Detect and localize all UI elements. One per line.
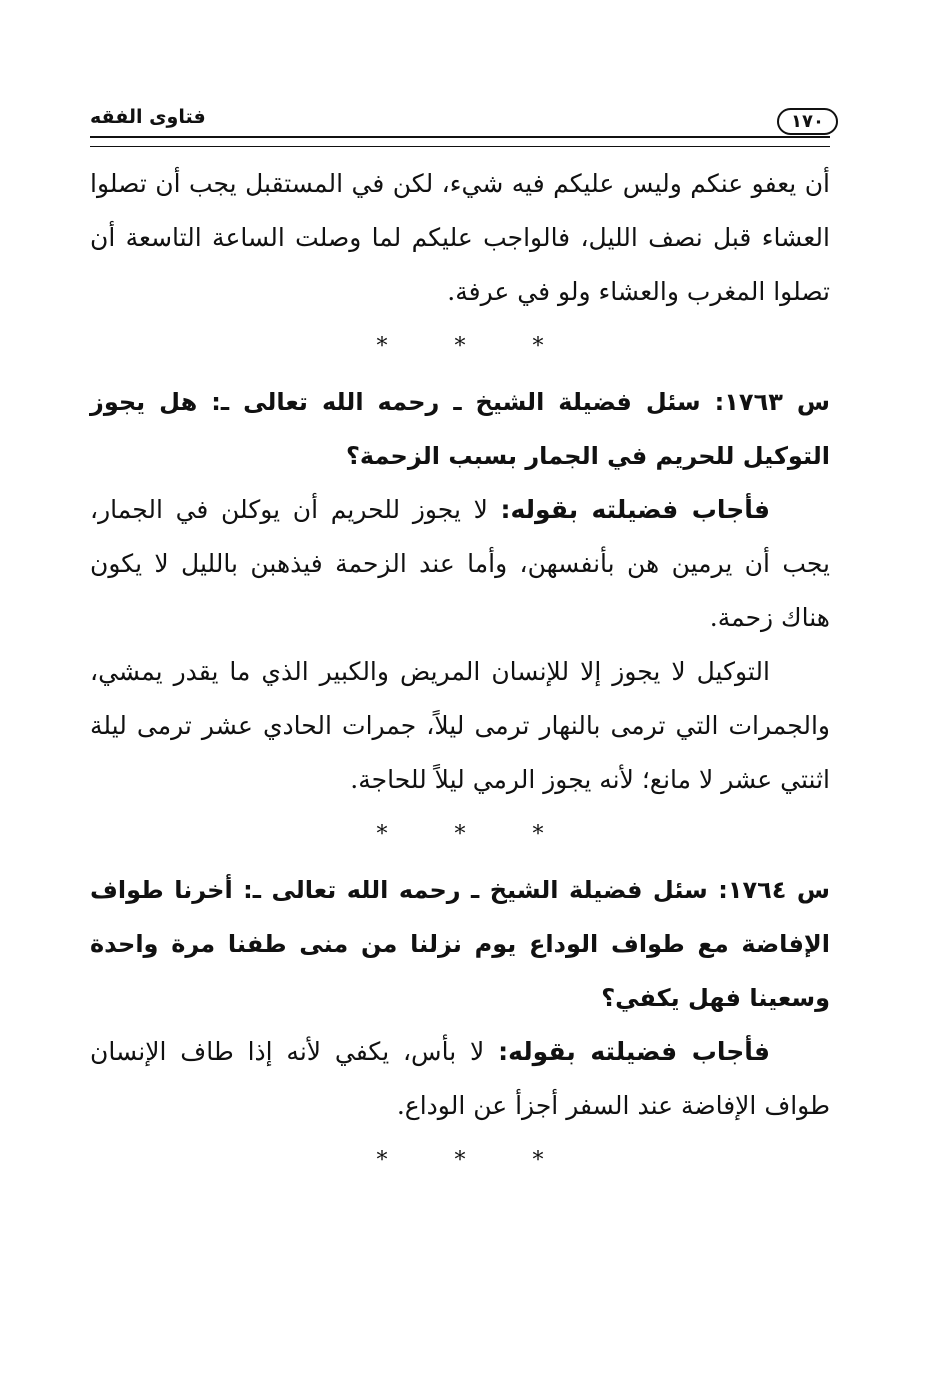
answer-lead: فأجاب فضيلته بقوله: xyxy=(498,1037,770,1066)
page-number: ١٧٠ xyxy=(777,108,838,135)
answer-1764 xyxy=(90,1025,830,1133)
answer-text: لا بأس، يكفي لأنه إذا طاف الإنسان طواف الإفاضة عند السفر أجزأ عن الوداع. xyxy=(90,1037,830,1120)
answer-lead: فأجاب فضيلته بقوله: xyxy=(500,495,771,524)
separator-stars: * * * xyxy=(376,1148,574,1173)
separator-stars: * * * xyxy=(376,822,574,847)
answer-1763 xyxy=(90,483,830,645)
question-1763: س ١٧٦٣: سئل فضيلة الشيخ ـ رحمه الله تعالى ـ: هل يجوز التوكيل للحريم في الجمار بسبب الزحمة؟ xyxy=(90,388,830,470)
book-title: فتاوى الفقه xyxy=(90,106,206,128)
paragraph-tawkil: التوكيل لا يجوز إلا للإنسان المريض والكبير الذي ما يقدر يمشي، والجمرات التي ترمى بالنهار ترمى ليلاً، جمرات الحادي عشر ترمى ليلة اثنتي عشر لا مانع؛ لأنه يجوز الرمي ليلاً للحاجة. xyxy=(90,657,830,794)
answer-text: لا يجوز للحريم أن يوكلن في الجمار، يجب أن يرمين هن بأنفسهن، وأما عند الزحمة فيذهبن بالليل لا يكون هناك زحمة. xyxy=(90,495,830,632)
book-page xyxy=(90,100,830,1189)
separator-stars: * * * xyxy=(376,334,574,359)
running-head xyxy=(90,100,830,134)
question-1764: س ١٧٦٤: سئل فضيلة الشيخ ـ رحمه الله تعالى ـ: أخرنا طواف الإفاضة مع طواف الوداع يوم نزلنا من منى طفنا مرة واحدة وسعينا فهل يكفي؟ xyxy=(90,876,830,1012)
answer-continued: أن يعفو عنكم وليس عليكم فيه شيء، لكن في المستقبل يجب أن تصلوا العشاء قبل نصف الليل، فالواجب عليكم لما وصلت الساعة التاسعة أن تصلوا المغرب والعشاء ولو في عرفة. xyxy=(90,169,830,306)
